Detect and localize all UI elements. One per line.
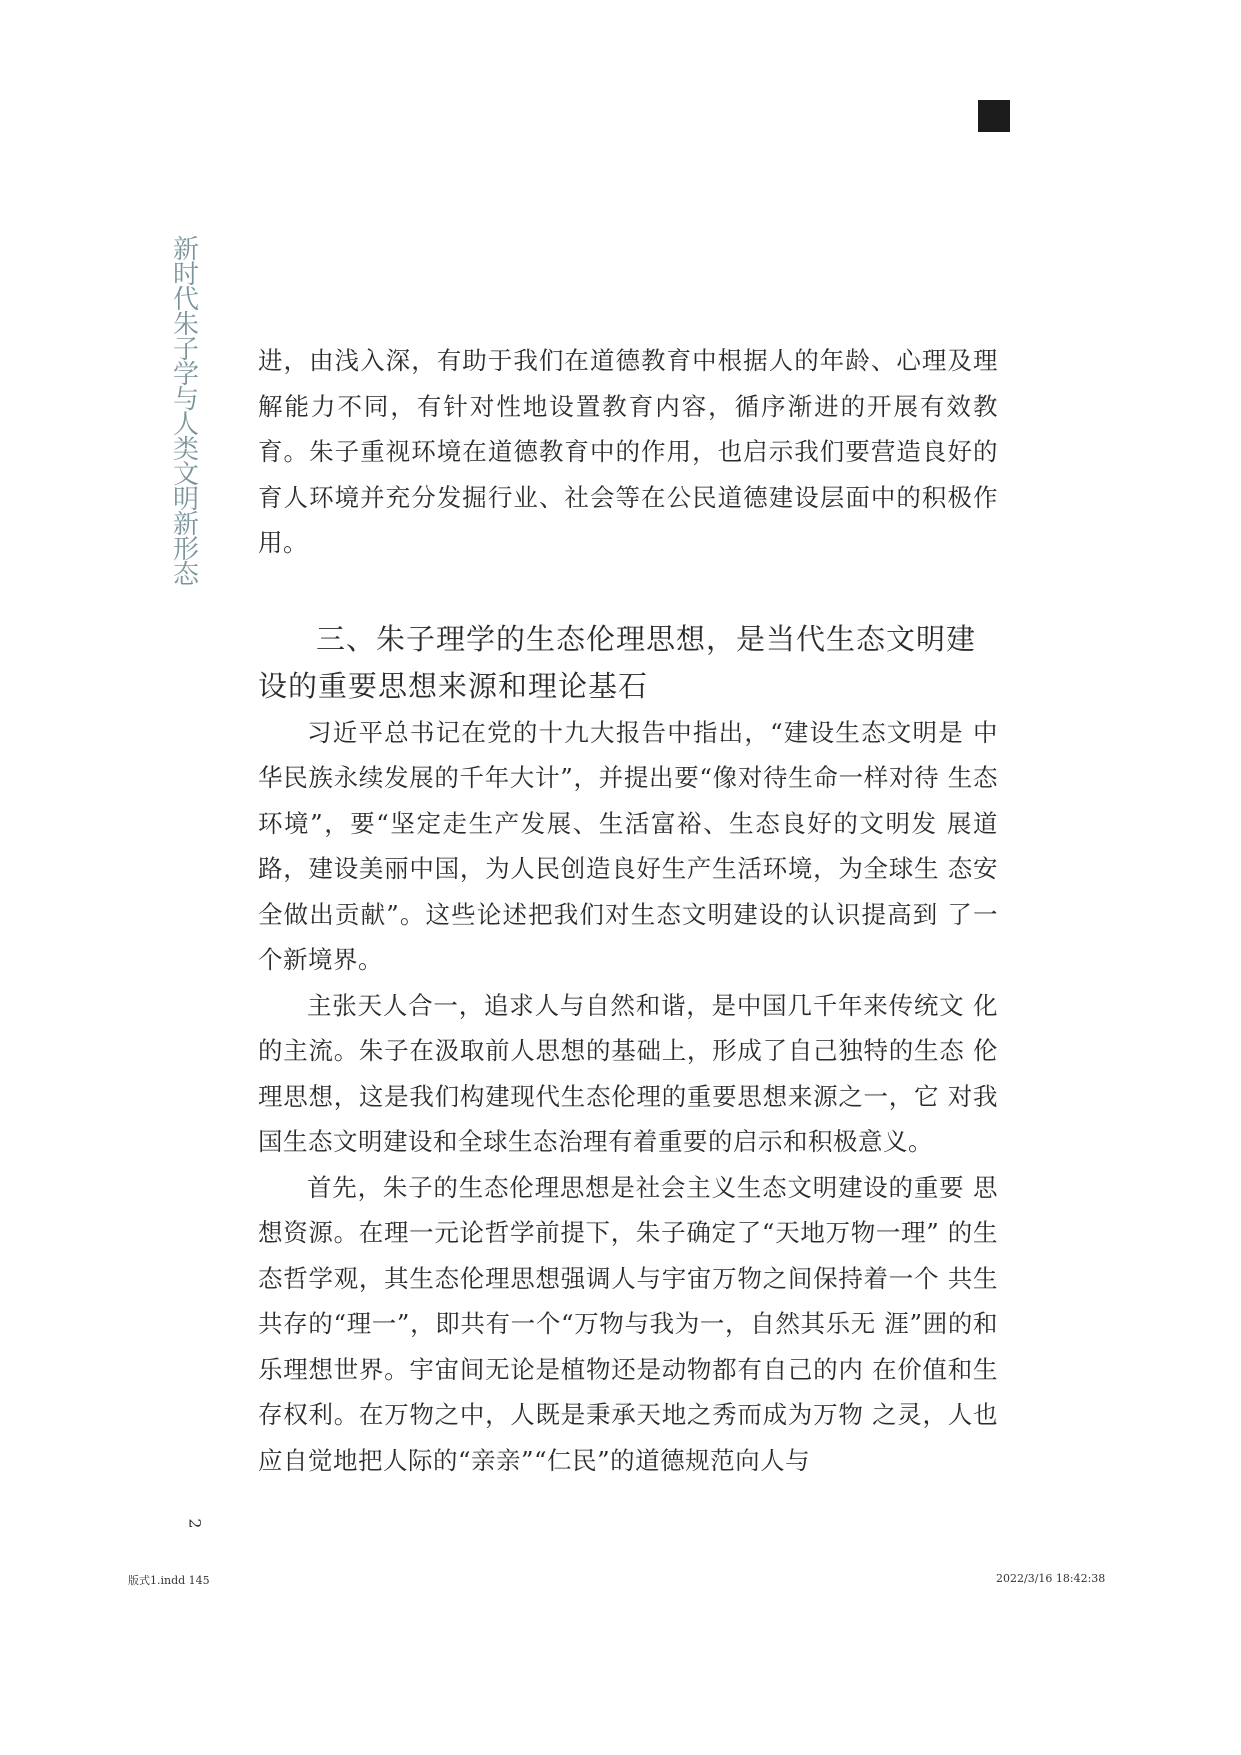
footer-file-name: 版式1.indd 145 xyxy=(128,1574,210,1587)
page-body xyxy=(258,338,998,1483)
running-title: 新时代朱子学与人类文明新形态 xyxy=(172,235,199,590)
paragraph-1: 进，由浅入深，有助于我们在道德教育中根据人的年龄、心理及理 解能力不同，有针对性地设置教育内容，循序渐进的开展有效教 育。朱子重视环境在道德教育中的作用，也启示我们要营造良好的 育人环境并充分发掘行业、社会等在公民道德建设层面中的积极作 用。 xyxy=(258,346,998,557)
page-number: 2 xyxy=(185,1518,205,1529)
paragraph-4: 首先，朱子的生态伦理思想是社会主义生态文明建设的重要 思想资源。在理一元论哲学前提下，朱子确定了“天地万物一理” 的生态哲学观，其生态伦理思想强调人与宇宙万物之间保持着一个 共生共存的“理一”，即共有一个“万物与我为一，自然其乐无 涯”囲的和乐理想世界。宇宙间无论是植物还是动物都有自己的内 在价值和生存权利。在万物之中，人既是秉承天地之秀而成为万物 之灵，人也应自觉地把人际的“亲亲”“仁民”的道德规范向人与 xyxy=(258,1172,998,1475)
paragraph-2: 习近平总书记在党的十九大报告中指出，“建设生态文明是 中华民族永续发展的千年大计”，并提出要“像对待生命一样对待 生态环境”，要“坚定走生产发展、生活富裕、生态良好的文明发 展道路，建设美丽中国，为人民创造良好生产生活环境，为全球生 态安全做出贡献”。这些论述把我们对生态文明建设的认识提高到 了一个新境界。 xyxy=(258,717,998,974)
section-heading: 三、朱子理学的生态伦理思想，是当代生态文明建 设的重要思想来源和理论基石 xyxy=(258,621,977,703)
corner-mark xyxy=(978,100,1010,132)
footer-timestamp: 2022/3/16 18:42:38 xyxy=(996,1572,1106,1585)
paragraph-3: 主张天人合一，追求人与自然和谐，是中国几千年来传统文 化的主流。朱子在汲取前人思想的基础上，形成了自己独特的生态 伦理思想，这是我们构建现代生态伦理的重要思想来源之一，它 对我国生态文明建设和全球生态治理有着重要的启示和积极意义。 xyxy=(258,990,998,1156)
